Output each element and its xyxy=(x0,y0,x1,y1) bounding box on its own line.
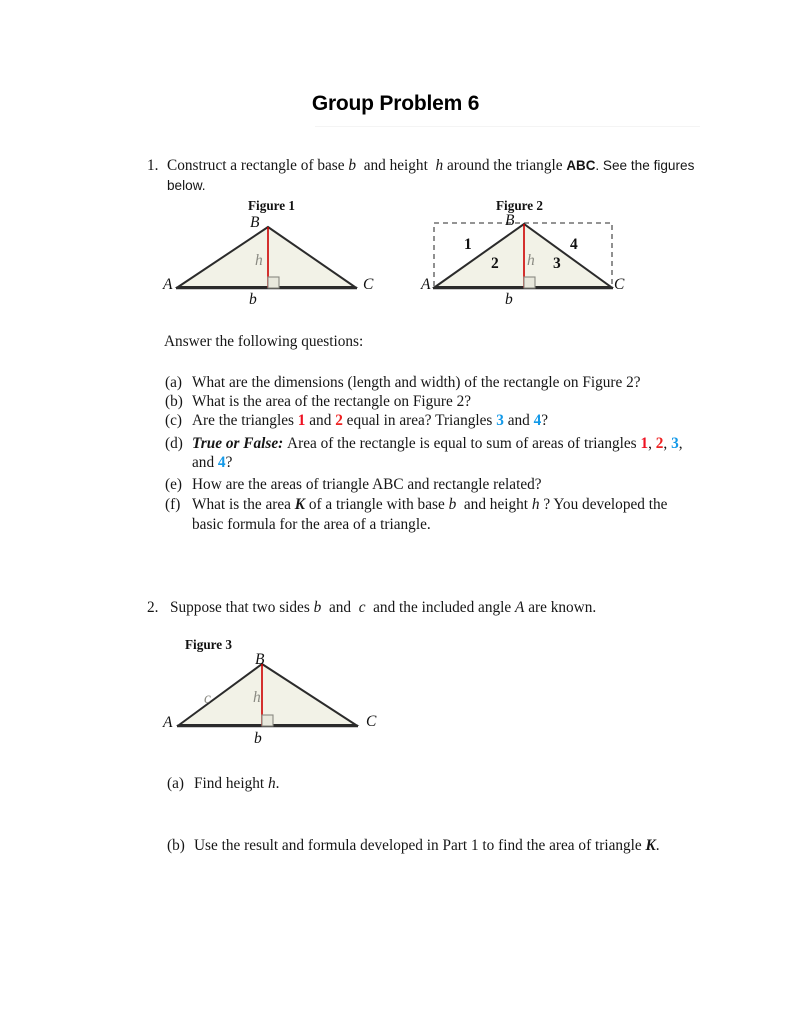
q1d-num-4: 4 xyxy=(217,454,226,471)
question-1e-text: How are the areas of triangle ABC and rectangle related? xyxy=(192,476,542,493)
title-divider xyxy=(315,126,700,127)
figure-3-label-b: b xyxy=(254,730,262,747)
question-1f-text-line1 xyxy=(192,495,667,514)
stem-text-a: Construct a rectangle of base xyxy=(167,157,345,174)
stem-triangle-abc: ABC xyxy=(566,158,596,173)
q1d-num-3: 3 xyxy=(671,435,679,452)
q1c-num-1: 1 xyxy=(297,412,306,429)
stem-var-h: h xyxy=(435,157,444,174)
q1f-text-4: ? You developed the xyxy=(543,496,668,513)
q1f-var-h: h xyxy=(531,496,540,513)
figure-3-label-c: c xyxy=(204,690,211,707)
figure-1-triangle xyxy=(178,227,355,287)
problem-1-stem-line2: below. xyxy=(167,178,206,193)
problem-2-marker: 2. xyxy=(147,599,159,616)
q1c-text-1: Are the triangles xyxy=(192,412,294,429)
question-1c-text xyxy=(192,411,548,430)
q1d-sep-1: , xyxy=(648,435,652,452)
q1d-text-1: Area of the rectangle is equal to sum of areas of triangles xyxy=(287,435,637,452)
answer-prompt: Answer the following questions: xyxy=(164,333,364,350)
figure-1-right-angle-marker xyxy=(268,277,279,288)
problem-2-stem xyxy=(170,598,596,617)
question-1e-marker: (e) xyxy=(165,476,182,493)
q1d-sep-3: , xyxy=(678,435,683,452)
q1f-text-2: of a triangle with base xyxy=(308,496,445,513)
q2a-text-2: . xyxy=(275,775,280,792)
figure-2-triangle xyxy=(435,224,611,287)
figure-1-drawing xyxy=(160,215,390,305)
stem-var-b: b xyxy=(348,157,357,174)
figure-2-drawing xyxy=(420,215,630,305)
q1d-line2-end: ? xyxy=(225,454,233,471)
p2-text-b: and xyxy=(328,599,352,616)
figure-1-label-h: h xyxy=(255,252,263,269)
question-1a-marker: (a) xyxy=(165,374,182,391)
q2b-text-1: Use the result and formula developed in Part 1 to find the area of triangle xyxy=(194,837,642,854)
stem-text-b: and height xyxy=(363,157,428,174)
q1d-line2-text: and xyxy=(192,454,215,471)
stem-text-c: around the triangle xyxy=(446,157,563,174)
question-2b-marker: (b) xyxy=(167,837,185,854)
p2-text-d: are known. xyxy=(528,599,597,616)
figure-1-label-B: B xyxy=(250,214,260,231)
q2b-var-K: K xyxy=(645,837,656,854)
q1c-text-3: equal in area? Triangles xyxy=(346,412,493,429)
figure-1-label-A: A xyxy=(163,276,173,293)
problem-1-stem-line1 xyxy=(167,156,694,175)
figure-1-label-C: C xyxy=(363,276,374,293)
q1d-num-1: 1 xyxy=(640,435,649,452)
q1d-emphasis: True or False: xyxy=(192,435,284,452)
p2-var-b: b xyxy=(313,599,322,616)
figure-2-region-2: 2 xyxy=(491,255,499,272)
question-1d-marker: (d) xyxy=(165,435,183,452)
figure-2-caption: Figure 2 xyxy=(496,198,544,213)
q2a-text-1: Find height xyxy=(194,775,265,792)
question-1b-text: What is the area of the rectangle on Figure 2? xyxy=(192,393,472,410)
question-2b-text xyxy=(194,836,660,855)
question-1a-text: What are the dimensions (length and width) of the rectangle on Figure 2? xyxy=(192,374,641,391)
figure-3-label-C: C xyxy=(366,713,377,730)
q1c-num-4: 4 xyxy=(533,412,542,429)
q1f-text-3: and height xyxy=(463,496,529,513)
figure-3-right-angle-marker xyxy=(262,715,273,726)
stem-text-d: . See the figures xyxy=(595,158,695,173)
q1f-var-K: K xyxy=(294,496,305,513)
p2-var-c: c xyxy=(358,599,366,616)
q2a-var-h: h xyxy=(267,775,276,792)
q1c-num-3: 3 xyxy=(496,412,504,429)
p2-var-A: A xyxy=(515,599,525,616)
figure-3-caption: Figure 3 xyxy=(185,637,233,652)
q1f-var-b: b xyxy=(448,496,457,513)
figure-2-right-angle-marker xyxy=(524,277,535,288)
q1d-num-2: 2 xyxy=(655,435,664,452)
figure-2-label-B: B xyxy=(505,212,515,229)
figure-1-caption: Figure 1 xyxy=(248,198,296,213)
question-2a-text xyxy=(194,774,279,793)
figure-3-label-A: A xyxy=(163,714,173,731)
figure-2-label-C: C xyxy=(614,276,625,293)
q1d-sep-2: , xyxy=(663,435,668,452)
question-1f-text-line2: basic formula for the area of a triangle. xyxy=(192,516,431,533)
q1f-text-1: What is the area xyxy=(192,496,291,513)
figure-2-label-h: h xyxy=(527,252,535,269)
figure-2-label-A: A xyxy=(421,276,431,293)
question-1d-text-line2 xyxy=(192,453,232,472)
question-1b-marker: (b) xyxy=(165,393,183,410)
question-2a-marker: (a) xyxy=(167,775,184,792)
p2-text-a: Suppose that two sides xyxy=(170,599,310,616)
q2b-text-2: . xyxy=(655,837,660,854)
question-1d-text-line1 xyxy=(192,434,683,453)
p2-text-c: and the included angle xyxy=(373,599,512,616)
figure-3-drawing xyxy=(160,653,390,743)
problem-1-marker: 1. xyxy=(147,157,159,174)
q1c-text-4: and xyxy=(507,412,530,429)
q1c-text-2: and xyxy=(309,412,332,429)
q1c-text-5: ? xyxy=(541,412,549,429)
question-1f-marker: (f) xyxy=(165,496,181,513)
question-1c-marker: (c) xyxy=(165,412,182,429)
page-title: Group Problem 6 xyxy=(311,92,480,115)
figure-3-label-B: B xyxy=(255,651,265,668)
figure-2-label-b: b xyxy=(505,291,513,308)
figure-1-label-b: b xyxy=(249,291,257,308)
q1c-num-2: 2 xyxy=(335,412,343,429)
figure-2-region-3: 3 xyxy=(553,255,561,272)
figure-2-region-4: 4 xyxy=(570,236,578,253)
figure-3-label-h: h xyxy=(253,689,261,706)
figure-2-region-1: 1 xyxy=(464,236,472,253)
